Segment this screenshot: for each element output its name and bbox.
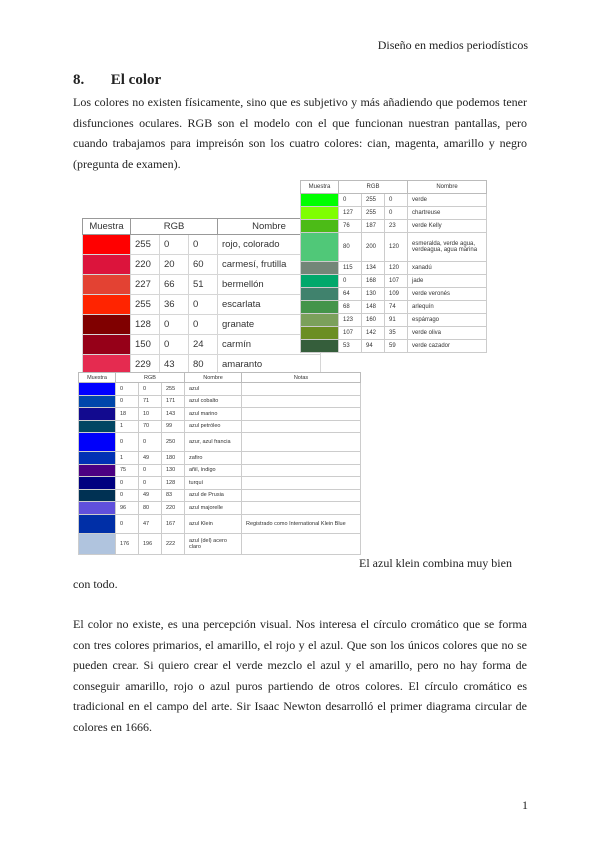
color-name: chartreuse: [408, 207, 487, 220]
rgb-r-value: 76: [339, 220, 362, 233]
rgb-b-value: 0: [385, 207, 408, 220]
table-row: [301, 314, 487, 327]
color-swatch: [79, 489, 116, 502]
color-name: azul: [185, 383, 242, 396]
rgb-g-value: 10: [139, 408, 162, 421]
color-swatch: [79, 383, 116, 396]
color-swatch: [301, 327, 339, 340]
rgb-b-value: 35: [385, 327, 408, 340]
color-swatch: [79, 408, 116, 421]
rgb-g-value: 47: [139, 514, 162, 533]
rgb-r-value: 0: [116, 433, 139, 452]
color-swatch: [301, 220, 339, 233]
color-swatch: [83, 335, 131, 355]
rgb-g-value: 94: [362, 340, 385, 353]
color-note: [242, 420, 361, 433]
green-colors-table: [300, 180, 487, 353]
rgb-g-value: 160: [362, 314, 385, 327]
rgb-b-value: 255: [162, 383, 185, 396]
blue-table-body: [79, 383, 361, 555]
rgb-g-value: 71: [139, 395, 162, 408]
klein-note-line-1: El azul klein combina muy bien con todo.: [73, 556, 512, 591]
rgb-b-value: 220: [162, 502, 185, 515]
table-row: [83, 255, 321, 275]
section-title: El color: [110, 72, 162, 88]
rgb-g-value: 0: [139, 383, 162, 396]
color-name: amaranto: [218, 355, 321, 375]
column-header-nombre: Nombre: [408, 181, 487, 194]
rgb-g-value: 168: [362, 275, 385, 288]
rgb-g-value: 148: [362, 301, 385, 314]
color-name: carmín: [218, 335, 321, 355]
rgb-r-value: 68: [339, 301, 362, 314]
table-row: [301, 220, 487, 233]
rgb-r-value: 150: [131, 335, 160, 355]
table-row: [83, 335, 321, 355]
color-name: granate: [218, 315, 321, 335]
rgb-b-value: 0: [189, 235, 218, 255]
rgb-b-value: 51: [189, 275, 218, 295]
column-header-nombre: Nombre: [185, 373, 242, 383]
intro-paragraph: Los colores no existen físicamente, sino que es subjetivo y más añadiendo que podemos tener disfunciones oculares. RGB son el modelo con el que funcionan nuestran pantallas, pero cuando trabajamos para impreisón son los cuatro colores: cian, magenta, amarillo y negro (pregunta de examen).: [73, 95, 527, 171]
column-header-muestra: Muestra: [301, 181, 339, 194]
rgb-g-value: 49: [139, 452, 162, 465]
rgb-g-value: 20: [160, 255, 189, 275]
color-name: verde cazador: [408, 340, 487, 353]
rgb-g-value: 255: [362, 194, 385, 207]
rgb-g-value: 36: [160, 295, 189, 315]
rgb-b-value: 143: [162, 408, 185, 421]
table-row: [83, 275, 321, 295]
color-name: azul de Prusia: [185, 489, 242, 502]
color-name: verde oliva: [408, 327, 487, 340]
table-row: [301, 194, 487, 207]
rgb-g-value: 0: [139, 433, 162, 452]
rgb-r-value: 64: [339, 288, 362, 301]
color-note: [242, 464, 361, 477]
color-swatch: [79, 395, 116, 408]
color-swatch: [301, 288, 339, 301]
rgb-g-value: 196: [139, 533, 162, 554]
color-note: [242, 452, 361, 465]
table-row: [79, 408, 361, 421]
rgb-g-value: 0: [160, 235, 189, 255]
color-name: zafiro: [185, 452, 242, 465]
table-row: [301, 207, 487, 220]
rgb-r-value: 1: [116, 420, 139, 433]
rgb-g-value: 66: [160, 275, 189, 295]
rgb-b-value: 180: [162, 452, 185, 465]
table-row: [79, 433, 361, 452]
table-row: [83, 295, 321, 315]
rgb-g-value: 80: [139, 502, 162, 515]
color-swatch: [301, 233, 339, 262]
rgb-b-value: 0: [189, 315, 218, 335]
column-header-nombre: Nombre: [218, 219, 321, 235]
color-swatch: [79, 464, 116, 477]
rgb-b-value: 171: [162, 395, 185, 408]
color-name: verde veronés: [408, 288, 487, 301]
color-swatch: [79, 533, 116, 554]
color-swatch: [79, 452, 116, 465]
color-swatch: [83, 235, 131, 255]
color-name: verde Kelly: [408, 220, 487, 233]
table-row: [79, 489, 361, 502]
rgb-r-value: 0: [116, 383, 139, 396]
color-note: [242, 502, 361, 515]
color-swatch: [301, 275, 339, 288]
rgb-b-value: 80: [189, 355, 218, 375]
table-row: [301, 340, 487, 353]
rgb-g-value: 134: [362, 262, 385, 275]
rgb-g-value: 200: [362, 233, 385, 262]
color-swatch: [83, 255, 131, 275]
rgb-g-value: 130: [362, 288, 385, 301]
green-table-body: [301, 194, 487, 353]
table-row: [301, 288, 487, 301]
color-swatch: [79, 502, 116, 515]
color-name: espárrago: [408, 314, 487, 327]
rgb-r-value: 127: [339, 207, 362, 220]
color-name: carmesí, frutilla: [218, 255, 321, 275]
color-name: azul (del) acero claro: [185, 533, 242, 554]
rgb-r-value: 53: [339, 340, 362, 353]
table-row: [301, 233, 487, 262]
rgb-g-value: 0: [139, 464, 162, 477]
rgb-b-value: 83: [162, 489, 185, 502]
color-swatch: [79, 477, 116, 490]
color-note: [242, 408, 361, 421]
table-row: [79, 383, 361, 396]
table-row: [301, 275, 487, 288]
rgb-r-value: 0: [116, 395, 139, 408]
color-name: añil, índigo: [185, 464, 242, 477]
color-note: [242, 477, 361, 490]
table-row: [83, 315, 321, 335]
rgb-r-value: 107: [339, 327, 362, 340]
rgb-g-value: 142: [362, 327, 385, 340]
rgb-g-value: 0: [139, 477, 162, 490]
rgb-r-value: 18: [116, 408, 139, 421]
rgb-r-value: 0: [116, 514, 139, 533]
color-swatch: [301, 194, 339, 207]
rgb-b-value: 24: [189, 335, 218, 355]
color-name: arlequín: [408, 301, 487, 314]
column-header-muestra: Muestra: [83, 219, 131, 235]
rgb-r-value: 176: [116, 533, 139, 554]
color-swatch: [79, 514, 116, 533]
table-row: [79, 395, 361, 408]
color-name: azul majorelle: [185, 502, 242, 515]
color-swatch: [301, 262, 339, 275]
rgb-b-value: 91: [385, 314, 408, 327]
rgb-b-value: 60: [189, 255, 218, 275]
column-header-notas: Notas: [242, 373, 361, 383]
rgb-b-value: 120: [385, 262, 408, 275]
section-number: 8.: [73, 72, 85, 88]
table-row: [79, 533, 361, 554]
rgb-g-value: 49: [139, 489, 162, 502]
rgb-r-value: 123: [339, 314, 362, 327]
rgb-g-value: 187: [362, 220, 385, 233]
column-header-rgb: RGB: [339, 181, 408, 194]
rgb-b-value: 74: [385, 301, 408, 314]
rgb-g-value: 0: [160, 335, 189, 355]
rgb-g-value: 43: [160, 355, 189, 375]
rgb-r-value: 255: [131, 235, 160, 255]
color-name: bermellón: [218, 275, 321, 295]
color-note: [242, 433, 361, 452]
color-name: xanadú: [408, 262, 487, 275]
color-swatch: [301, 314, 339, 327]
color-swatch: [301, 301, 339, 314]
rgb-b-value: 0: [385, 194, 408, 207]
rgb-r-value: 227: [131, 275, 160, 295]
rgb-b-value: 120: [385, 233, 408, 262]
color-name: azur, azul francia: [185, 433, 242, 452]
rgb-r-value: 255: [131, 295, 160, 315]
column-header-rgb: RGB: [116, 373, 185, 383]
table-row: [79, 452, 361, 465]
rgb-b-value: 130: [162, 464, 185, 477]
color-swatch: [83, 295, 131, 315]
table-row: [79, 477, 361, 490]
rgb-r-value: 75: [116, 464, 139, 477]
color-swatch: [301, 340, 339, 353]
table-row: [79, 502, 361, 515]
rgb-r-value: 96: [116, 502, 139, 515]
rgb-r-value: 128: [131, 315, 160, 335]
color-swatch: [79, 433, 116, 452]
rgb-b-value: 0: [189, 295, 218, 315]
color-swatch: [79, 420, 116, 433]
rgb-b-value: 107: [385, 275, 408, 288]
rgb-b-value: 23: [385, 220, 408, 233]
color-note: [242, 383, 361, 396]
section-heading: [73, 72, 161, 89]
color-name: azul marino: [185, 408, 242, 421]
rgb-b-value: 250: [162, 433, 185, 452]
table-row: [79, 514, 361, 533]
table-row: [79, 420, 361, 433]
color-note: [242, 489, 361, 502]
table-row: [301, 262, 487, 275]
red-colors-table: [82, 218, 321, 375]
column-header-muestra: Muestra: [79, 373, 116, 383]
rgb-b-value: 109: [385, 288, 408, 301]
color-name: azul Klein: [185, 514, 242, 533]
column-header-rgb: RGB: [131, 219, 218, 235]
klein-note: [73, 553, 527, 594]
color-name: turquí: [185, 477, 242, 490]
rgb-b-value: 59: [385, 340, 408, 353]
rgb-g-value: 70: [139, 420, 162, 433]
color-name: azul petróleo: [185, 420, 242, 433]
table-row: [301, 301, 487, 314]
rgb-r-value: 229: [131, 355, 160, 375]
color-name: escarlata: [218, 295, 321, 315]
color-swatch: [83, 275, 131, 295]
rgb-r-value: 0: [116, 477, 139, 490]
rgb-b-value: 128: [162, 477, 185, 490]
color-swatch: [83, 315, 131, 335]
table-row: [301, 327, 487, 340]
page-number: 1: [522, 798, 528, 812]
rgb-b-value: 222: [162, 533, 185, 554]
color-name: rojo, colorado: [218, 235, 321, 255]
body-paragraph: El color no existe, es una percepción visual. Nos interesa el círculo cromático que se forma con tres colores primarios, el amarillo, el rojo y el azul. Que son los únicos colores que no se pueden crear. Si quiero crear el verde mezclo el azul y el amarillo, pero no hay forma de conseguir amarillo, rojo o azul puros partiendo de otros colores. El círculo cromático es tradicional en el campo del arte. Sir Isaac Newton desarrolló el primer diagrama circular de colores en 1666.: [73, 617, 527, 734]
rgb-g-value: 0: [160, 315, 189, 335]
rgb-r-value: 1: [116, 452, 139, 465]
page-header: Diseño en medios periodísticos: [377, 38, 528, 52]
color-note: [242, 395, 361, 408]
table-row: [79, 464, 361, 477]
color-name: verde: [408, 194, 487, 207]
color-name: jade: [408, 275, 487, 288]
rgb-b-value: 167: [162, 514, 185, 533]
rgb-r-value: 0: [116, 489, 139, 502]
color-name: azul cobalto: [185, 395, 242, 408]
color-note: [242, 533, 361, 554]
rgb-b-value: 99: [162, 420, 185, 433]
table-row: [83, 235, 321, 255]
rgb-r-value: 80: [339, 233, 362, 262]
rgb-r-value: 0: [339, 275, 362, 288]
color-name: esmeralda, verde agua, verdeagua, agua marina: [408, 233, 487, 262]
rgb-g-value: 255: [362, 207, 385, 220]
rgb-r-value: 0: [339, 194, 362, 207]
red-table-body: [83, 235, 321, 375]
rgb-r-value: 220: [131, 255, 160, 275]
rgb-r-value: 115: [339, 262, 362, 275]
color-swatch: [301, 207, 339, 220]
color-note: Registrado como International Klein Blue: [242, 514, 361, 533]
klein-note-text: [73, 553, 527, 594]
blue-colors-table: [78, 372, 361, 555]
